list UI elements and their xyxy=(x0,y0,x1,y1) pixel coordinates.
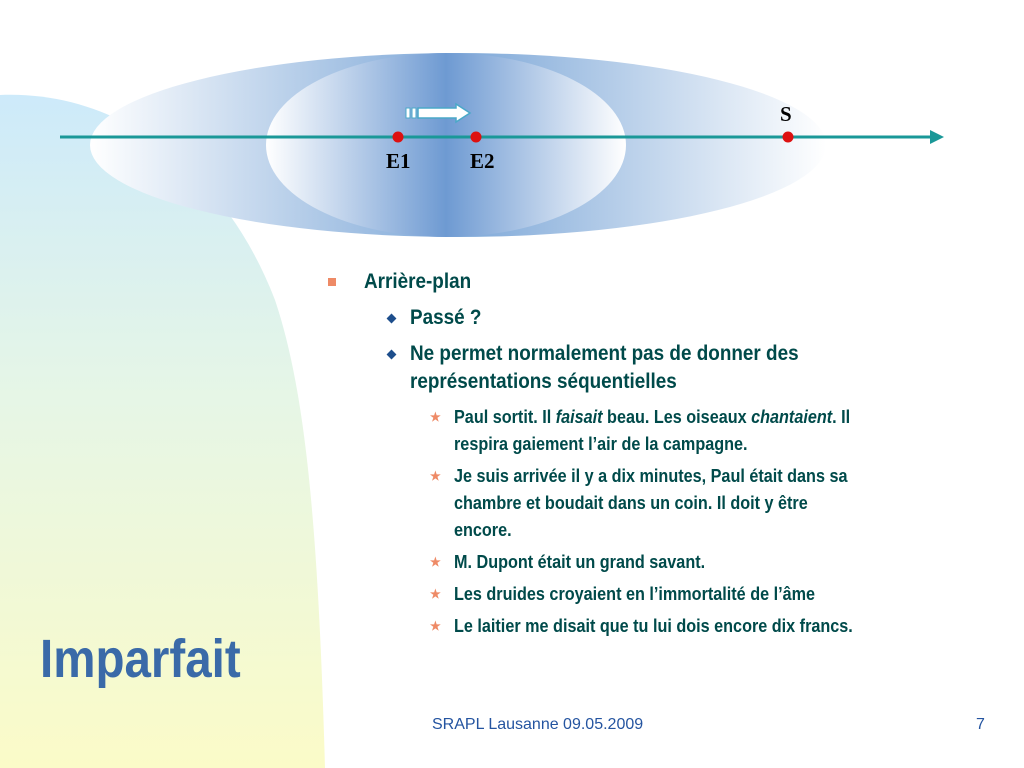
example-bullet xyxy=(428,613,988,640)
example-text: Je suis arrivée il y a dix minutes, Paul était dans sa chambre et boudait dans un coin. Il doit y être encore. xyxy=(454,466,848,540)
slide-title: Imparfait xyxy=(40,629,241,689)
footer-text: SRAPL Lausanne 09.05.2009 xyxy=(432,716,644,733)
star-bullet-icon: ★ xyxy=(430,410,441,424)
square-bullet-icon xyxy=(328,278,336,286)
sub-bullet-text: Ne permet normalement pas de donner des représentations séquentielles xyxy=(410,342,799,393)
emphasis-faisait: faisait xyxy=(555,407,603,427)
bullet-heading xyxy=(328,268,988,296)
example-text: Le laitier me disait que tu lui dois encore dix francs. xyxy=(454,616,853,636)
example-bullet xyxy=(428,404,988,458)
label-s: S xyxy=(780,102,792,126)
diamond-bullet-icon xyxy=(387,314,397,324)
bullet-list xyxy=(328,268,988,645)
sub-bullet-text: Passé ? xyxy=(410,306,482,329)
example-text: Paul sortit. Il faisait beau. Les oiseaux chantaient. Il respira gaiement l’air de la campagne. xyxy=(454,407,851,454)
example-text: M. Dupont était un grand savant. xyxy=(454,552,706,572)
timeline-diagram xyxy=(0,0,1024,250)
sub-bullet xyxy=(386,304,988,332)
emphasis-chantaient: chantaient xyxy=(751,407,833,427)
star-bullet-icon: ★ xyxy=(430,619,441,633)
label-e2: E2 xyxy=(470,149,495,173)
point-s xyxy=(783,132,794,143)
example-text: Les druides croyaient en l’immortalité de l’âme xyxy=(454,584,816,604)
inner-ellipse xyxy=(266,53,626,237)
star-bullet-icon: ★ xyxy=(430,587,441,601)
page-number: 7 xyxy=(976,716,985,733)
bullet-heading-text: Arrière-plan xyxy=(364,270,472,293)
star-bullet-icon: ★ xyxy=(430,555,441,569)
point-e2 xyxy=(471,132,482,143)
point-e1 xyxy=(393,132,404,143)
star-bullet-icon: ★ xyxy=(430,469,441,483)
example-bullet xyxy=(428,581,988,608)
diamond-bullet-icon xyxy=(387,350,397,360)
timeline-arrowhead xyxy=(930,130,944,144)
label-e1: E1 xyxy=(386,149,411,173)
example-bullet xyxy=(428,463,988,544)
sub-bullet xyxy=(386,340,988,396)
example-bullet xyxy=(428,549,988,576)
